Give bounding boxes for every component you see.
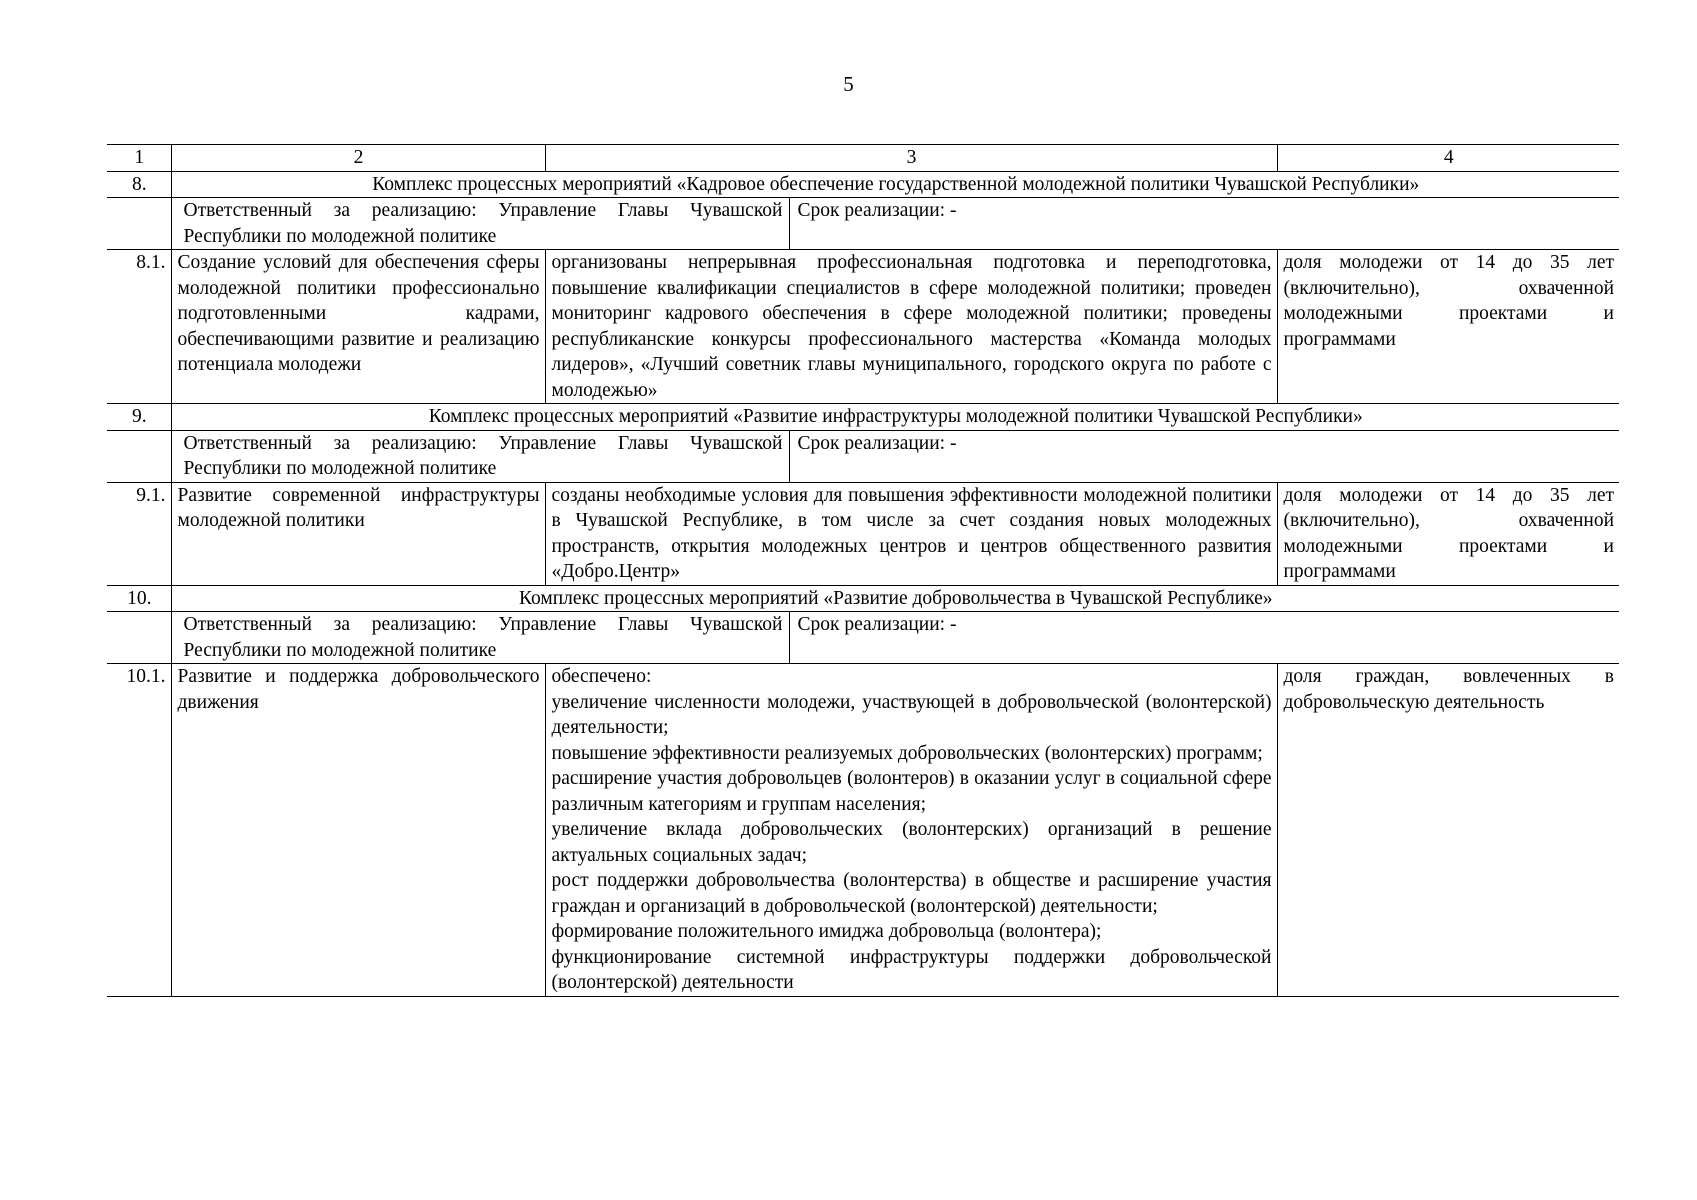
section-header-row <box>107 404 1619 431</box>
result-line: увеличение численности молодежи, участвующей в добровольческой (волонтерской) деятельности; <box>551 691 1272 738</box>
measure-number: 8.1. <box>107 250 171 404</box>
section-title: Комплекс процессных мероприятий «Кадровое обеспечение государственной молодежной политики Чувашской Республики» <box>171 171 1619 198</box>
measure-result <box>545 664 1277 997</box>
column-number: 1 <box>107 145 171 172</box>
result-line: увеличение вклада добровольческих (волонтерских) организаций в решение актуальных социальных задач; <box>551 819 1272 866</box>
responsible-cell <box>171 612 1619 664</box>
measure-row <box>107 664 1619 997</box>
measure-task: Создание условий для обеспечения сферы молодежной политики профессионально подготовленными кадрами, обеспечивающими развитие и реализацию потенциала молодежи <box>171 250 545 404</box>
deadline-text: Срок реализации: - <box>797 200 957 221</box>
responsible-text: Ответственный за реализацию: Управление Главы Чувашской Республики по молодежной политике <box>178 431 790 482</box>
responsible-text: Ответственный за реализацию: Управление Главы Чувашской Республики по молодежной политике <box>178 198 790 249</box>
result-line: рост поддержки добровольчества (волонтерства) в обществе и расширение участия граждан и организаций в добровольческой (волонтерской) деятельности; <box>551 870 1272 917</box>
measure-task: Развитие и поддержка добровольческого движения <box>171 664 545 997</box>
section-title: Комплекс процессных мероприятий «Развитие добровольчества в Чувашской Республике» <box>171 585 1619 612</box>
measure-indicator: доля граждан, вовлеченных в добровольческую деятельность <box>1277 664 1619 997</box>
deadline-text: Срок реализации: - <box>797 614 957 635</box>
measure-row <box>107 482 1619 585</box>
responsible-row <box>107 198 1619 250</box>
measure-indicator: доля молодежи от 14 до 35 лет (включительно), охваченной молодежными проектами и программами <box>1277 250 1619 404</box>
measure-result: организованы непрерывная профессиональная подготовка и переподготовка, повышение квалификации специалистов в сфере молодежной политики; проведен мониторинг кадрового обеспечения в сфере молодежной политики; проведены республиканские конкурсы профессионального мастерства «Команда молодых лидеров», «Лучший советник главы муниципального, городского округа по работе с молодежью» <box>545 250 1277 404</box>
section-header-row <box>107 585 1619 612</box>
column-number: 4 <box>1277 145 1619 172</box>
result-line: обеспечено: <box>551 666 652 687</box>
column-number: 2 <box>171 145 545 172</box>
result-line: функционирование системной инфраструктуры поддержки добровольческой (волонтерской) деятельности <box>551 946 1272 993</box>
section-title: Комплекс процессных мероприятий «Развитие инфраструктуры молодежной политики Чувашской Республики» <box>171 404 1619 431</box>
empty-cell <box>107 612 171 664</box>
section-number: 9. <box>107 404 171 431</box>
result-line: формирование положительного имиджа добровольца (волонтера); <box>551 921 1102 942</box>
column-number: 3 <box>545 145 1277 172</box>
result-line: повышение эффективности реализуемых добровольческих (волонтерских) программ; <box>551 742 1263 764</box>
measure-task: Развитие современной инфраструктуры молодежной политики <box>171 482 545 585</box>
responsible-cell <box>171 430 1619 482</box>
page-number: 5 <box>843 72 854 96</box>
measure-indicator: доля молодежи от 14 до 35 лет (включительно), охваченной молодежными проектами и программами <box>1277 482 1619 585</box>
empty-cell <box>107 198 171 250</box>
measures-table <box>107 144 1619 997</box>
measure-result: созданы необходимые условия для повышения эффективности молодежной политики в Чувашской Республике, в том числе за счет создания новых молодежных пространств, открытия молодежных центров и центров общественного развития «Добро.Центр» <box>545 482 1277 585</box>
column-numbers-row <box>107 145 1619 172</box>
section-header-row <box>107 171 1619 198</box>
section-number: 8. <box>107 171 171 198</box>
empty-cell <box>107 430 171 482</box>
section-number: 10. <box>107 585 171 612</box>
result-line: расширение участия добровольцев (волонтеров) в оказании услуг в социальной сфере различным категориям и группам населения; <box>551 768 1272 815</box>
responsible-row <box>107 612 1619 664</box>
measure-number: 9.1. <box>107 482 171 585</box>
measure-row <box>107 250 1619 404</box>
deadline-text: Срок реализации: - <box>797 432 957 454</box>
responsible-row <box>107 430 1619 482</box>
responsible-text: Ответственный за реализацию: Управление Главы Чувашской Республики по молодежной политике <box>178 612 790 663</box>
measure-number: 10.1. <box>107 664 171 997</box>
responsible-cell <box>171 198 1619 250</box>
